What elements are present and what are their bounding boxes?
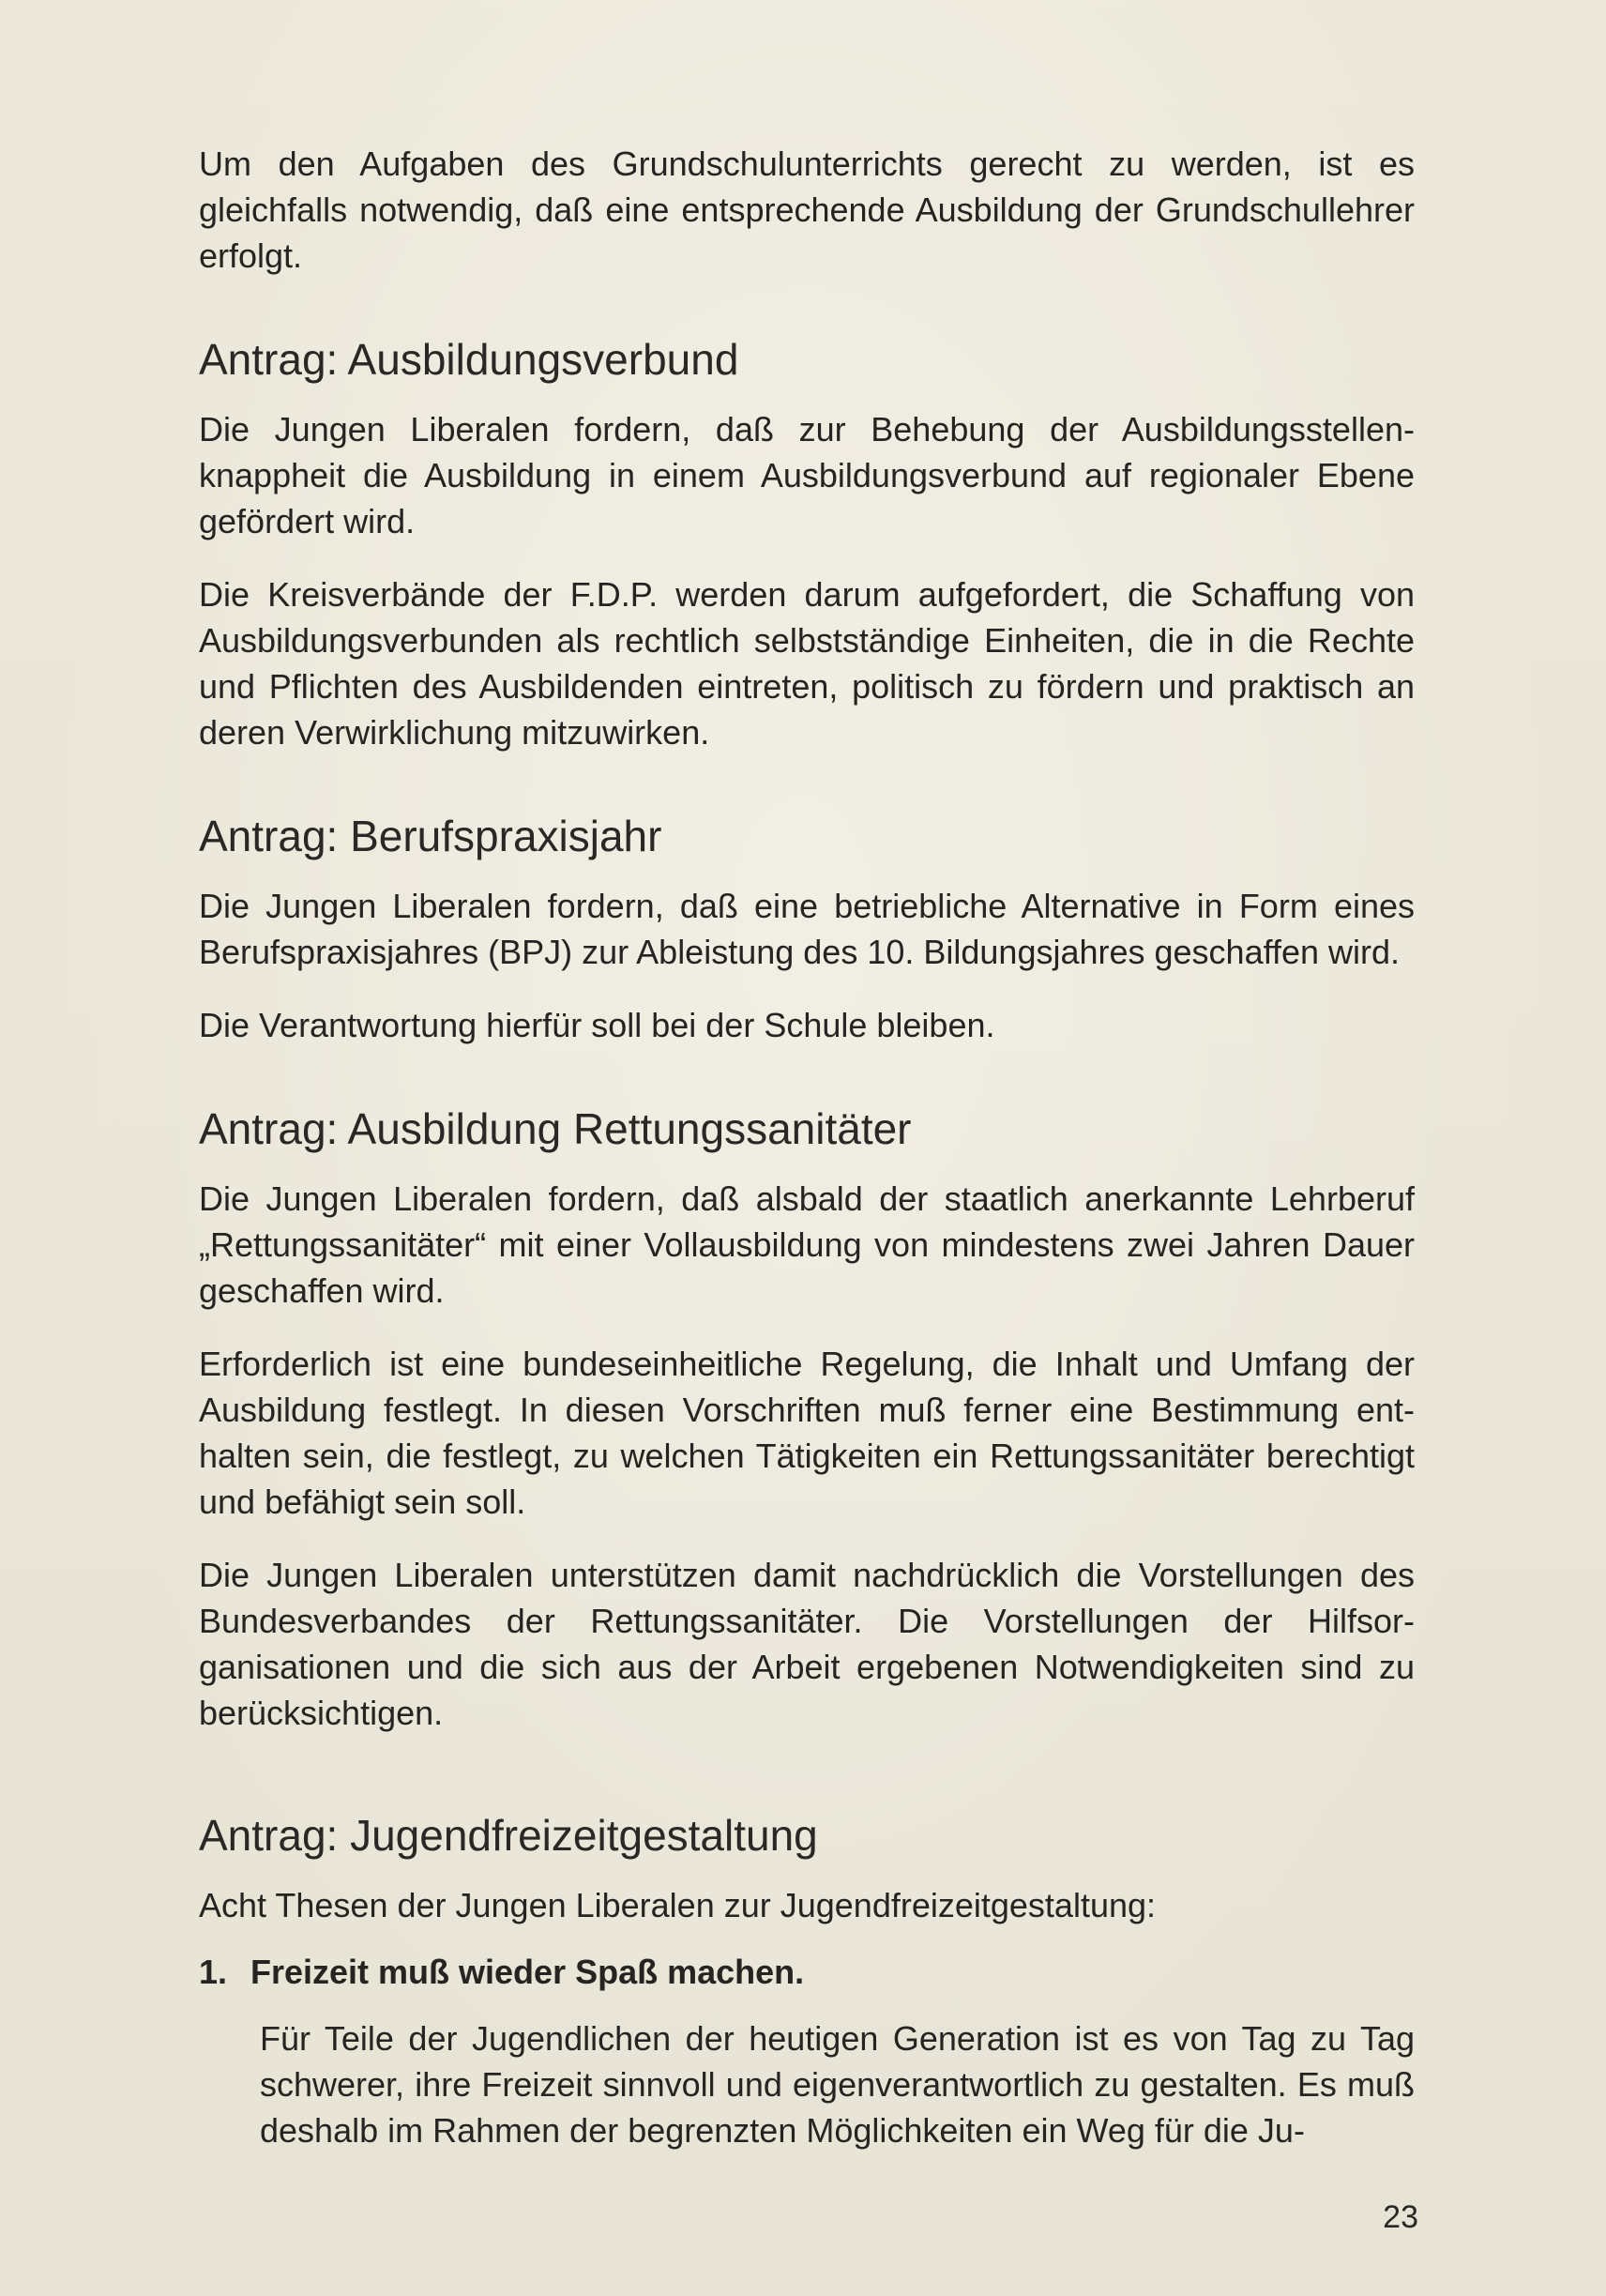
paragraph: Die Jungen Liberalen fordern, daß eine betriebliche Alternative in Form eines Berufspraxisjahres (BPJ) zur Ableistung des 10. Bildungsjahres geschaffen wird. [199, 887, 1415, 971]
heading-ausbildungsverbund: Antrag: Ausbildungsverbund [199, 335, 739, 384]
page-content [199, 141, 1415, 2181]
paragraph: Die Jungen Liberalen unterstützen damit nachdrücklich die Vorstellungen des Bundesverbandes der Rettungssanitäter. Die Vorstellungen der Hilfsorganisationen und die sich aus der Arbeit ergebenen Notwendigkeiten sind zu berücksichtigen. [199, 1556, 1415, 1732]
paragraph: Die Kreisverbände der F.D.P. werden darum aufgefordert, die Schaffung von Ausbildungsverbunden als rechtlich selbstständige Einheiten, die in die Rechte und Pflichten des Ausbildenden eintreten, politisch zu fördern und praktisch an deren Verwirklichung mitzuwirken. [199, 575, 1415, 752]
thesis-number: 1. [199, 1953, 228, 1991]
paragraph: Die Jungen Liberalen fordern, daß alsbald der staatlich anerkannte Lehrberuf „Rettungssanitäter“ mit einer Vollausbildung von mindestens zwei Jahren Dauer geschaffen wird. [199, 1179, 1415, 1310]
thesis-paragraph: Für Teile der Jugendlichen der heutigen Generation ist es von Tag zu Tag schwerer, ihre Freizeit sinnvoll und eigenverantwortlich zu gestalten. Es muß deshalb im Rahmen der begrenzten Möglichkeiten ein Weg für die Ju- [260, 2019, 1415, 2150]
heading-ausbildung-rettungssanitaeter: Antrag: Ausbildung Rettungssanitäter [199, 1104, 912, 1153]
intro-paragraph: Um den Aufgaben des Grundschulunterrichts gerecht zu werden, ist es gleichfalls notwendig, daß eine entsprechende Ausbildung der Grundschullehrer erfolgt. [199, 144, 1415, 275]
paragraph: Die Verantwortung hierfür soll bei der Schule bleiben. [199, 1006, 995, 1044]
paragraph: Die Jungen Liberalen fordern, daß zur Behebung der Ausbildungsstellenknappheit die Ausbildung in einem Ausbildungsverbund auf regionaler Ebene gefördert wird. [199, 410, 1415, 540]
heading-jugendfreizeitgestaltung: Antrag: Jugendfreizeitgestaltung [199, 1811, 818, 1860]
paragraph: Acht Thesen der Jungen Liberalen zur Jugendfreizeitgestaltung: [199, 1886, 1157, 1924]
thesis-title-text: Freizeit muß wieder Spaß machen. [250, 1953, 805, 1991]
thesis-title [199, 1949, 1415, 1995]
paragraph: Erforderlich ist eine bundeseinheitliche Regelung, die Inhalt und Umfang der Ausbildung festlegt. In diesen Vorschriften muß ferner eine Bestimmung enthalten sein, die festlegt, zu welchen Tätigkeiten ein Rettungssanitäter berechtigt und befähigt sein soll. [199, 1345, 1415, 1521]
page-number: 23 [1383, 2199, 1418, 2235]
heading-berufspraxisjahr: Antrag: Berufspraxisjahr [199, 812, 662, 860]
